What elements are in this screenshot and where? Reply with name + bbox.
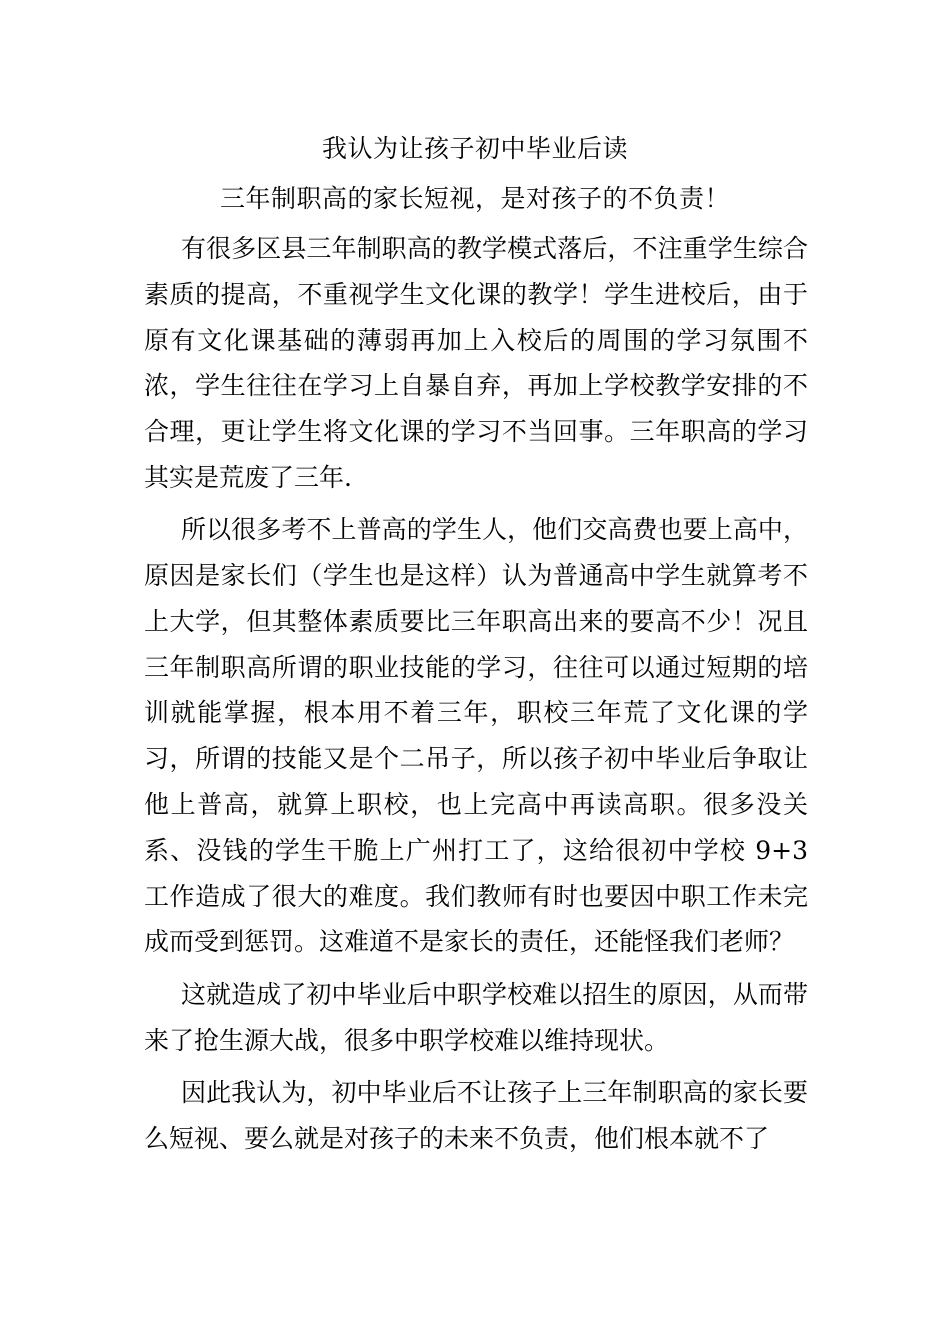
paragraph-4: 因此我认为，初中毕业后不让孩子上三年制职高的家长要么短视、要么就是对孩子的未来不负责，他们根本就不了 — [144, 1077, 808, 1153]
title-line-1: 我认为让孩子初中毕业后读 — [322, 134, 629, 163]
title-line-2: 三年制职高的家长短视，是对孩子的不负责！ — [220, 184, 731, 213]
document-body — [144, 226, 808, 1168]
paragraph-3: 这就造成了初中毕业后中职学校难以招生的原因，从而带来了抢生源大战，很多中职学校难以维持现状。 — [144, 979, 808, 1055]
paragraph-1: 有很多区县三年制职高的教学模式落后，不注重学生综合素质的提高，不重视学生文化课的教学！学生进校后，由于原有文化课基础的薄弱再加上入校后的周围的学习氛围不浓，学生往往在学习上自暴自弃，再加上学校教学安排的不合理，更让学生将文化课的学习不当回事。三年职高的学习其实是荒废了三年. — [144, 234, 808, 492]
paragraph-2: 所以很多考不上普高的学生人，他们交高费也要上高中，原因是家长们（学生也是这样）认为普通高中学生就算考不上大学，但其整体素质要比三年职高出来的要高不少！况且三年制职高所谓的职业技能的学习，往往可以通过短期的培训就能掌握，根本用不着三年，职校三年荒了文化课的学习，所谓的技能又是个二吊子，所以孩子初中毕业后争取让他上普高，就算上职校，也上完高中再读高职。很多没关系、没钱的学生干脆上广州打工了，这给很初中学校 9+3 工作造成了很大的难度。我们教师有时也要因中职工作未完成而受到惩罚。这难道不是家长的责任，还能怪我们老师？ — [144, 515, 808, 957]
